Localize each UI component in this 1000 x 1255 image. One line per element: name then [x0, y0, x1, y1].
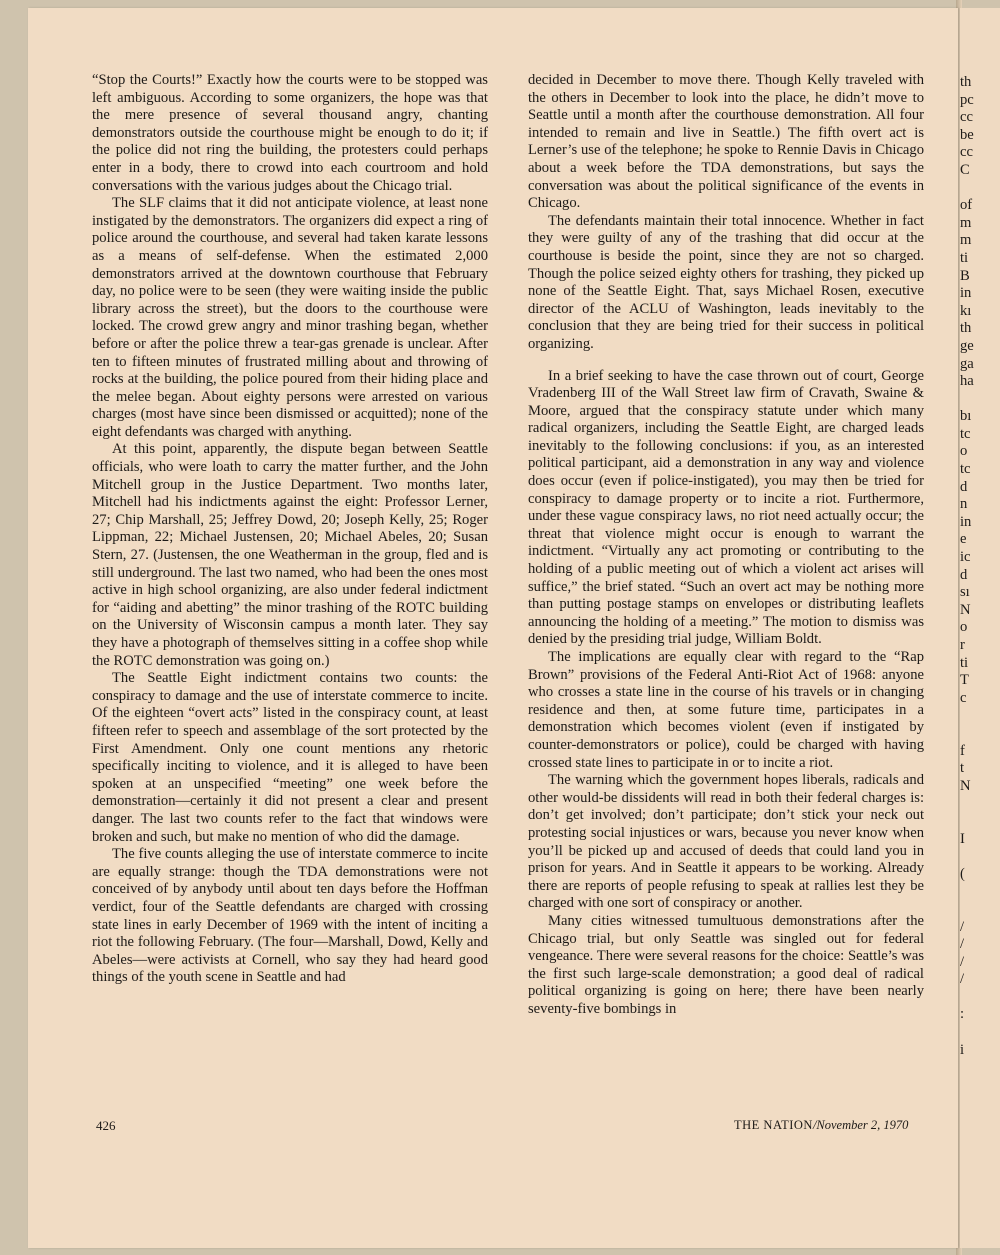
- paragraph: In a brief seeking to have the case thrown out of court, George Vradenberg III of the Wall Street law firm of Cravath, Swaine & Moore, argued that the conspiracy statute under which many radical organizers, including the Seattle Eight, are charged leads inevitably to the following conclusions: if you, as an interested political participant, aid a demonstration in any way and violence does occur (even if police-instigated), you may then be tried for conspiracy to damage property or to incite a riot. Furthermore, under these vague conspiracy laws, no riot need actually occur; the threat that violence might occur is enough to warrant the indictment. “Virtually any act promoting or contributing to the holding of a public meeting out of which a violent act arises will suffice,” the brief stated. “Such an overt act may be nothing more than putting postage stamps on envelopes or distributing leaflets announcing the holding of a meeting.” The motion to dismiss was denied by the presiding trial judge, William Boldt.: [528, 367, 924, 648]
- edge-fragment: /: [960, 971, 965, 988]
- edge-fragment: th: [960, 320, 972, 337]
- edge-fragment: B: [960, 267, 970, 284]
- edge-fragment: [960, 707, 974, 725]
- paragraph: decided in December to move there. Though Kelly traveled with the others in December to look into the place, he didn’t move to Seattle until a month after the courthouse demonstration. All four intended to remain and live in Seattle.) The fifth overt act is Lerner’s use of the telephone; he spoke to Rennie Davis in Chicago about a week before the TDA demonstrations, but says the conversation was about the political significance of the events in Chicago.: [528, 72, 924, 212]
- paragraph: The five counts alleging the use of interstate commerce to incite are equally strange: though the TDA demonstrations were not conceived of by anybody until about ten days before the Hoffman verdict, four of the Seattle defendants are charged with crossing state lines in early December of 1969 with the intent of inciting a riot the following February. (The four—Marshall, Dowd, Kelly and Abeles—were activists at Cornell, who say they had heard good things of the youth scene in Seattle and had: [92, 846, 488, 986]
- edge-fragment: N: [960, 601, 971, 618]
- issue-date: /November 2, 1970: [812, 1118, 909, 1132]
- edge-fragment: ti: [960, 654, 969, 671]
- edge-fragment: [960, 1024, 974, 1042]
- edge-fragment: [960, 180, 974, 198]
- edge-fragment: [960, 813, 974, 831]
- edge-fragment: ic: [960, 549, 971, 566]
- left-column: [92, 72, 488, 987]
- edge-fragment: N: [960, 777, 971, 794]
- edge-fragment: t: [960, 760, 965, 777]
- paragraph: Many cities witnessed tumultuous demonstrations after the Chicago trial, but only Seattle was singled out for federal vengeance. There were several reasons for the choice: Seattle’s was the first such large-scale demonstration; a good deal of radical political organizing is going on here; there have been nearly seventy-five bombings in: [528, 912, 924, 1017]
- edge-fragment: i: [960, 1041, 965, 1058]
- edge-fragment: r: [960, 637, 965, 653]
- edge-fragment: C: [960, 161, 970, 178]
- edge-fragment: in: [960, 513, 972, 530]
- edge-fragment: /: [960, 936, 965, 953]
- edge-fragment: o: [960, 443, 968, 460]
- paragraph: At this point, apparently, the dispute began between Seattle officials, who were loath to carry the matter further, and the John Mitchell group in the Justice Department. Two months later, Mitchell had his indictments against the eight: Professor Lerner, 27; Chip Marshall, 25; Jeffrey Dowd, 20; Joseph Kelly, 25; Roger Lippman, 22; Michael Justensen, 20; Michael Abeles, 20; Susan Stern, 27. (Justensen, the one Weatherman in the group, fled and is still underground. The last two named, who had been the ones most active in high school organizing, are also under federal indictment for “aiding and abetting” the minor trashing of the ROTC building on the University of Wisconsin campus a month later. They say they have a photograph of themselves sitting in a coffee shop while the ROTC demonstration was going on.): [92, 441, 488, 669]
- paragraph: The defendants maintain their total innocence. Whether in fact they were guilty of any of the trashing that did occur at the courthouse is beside the point, since they are not so charged. Though the police seized eighty others for trashing, they picked up none of the Seattle Eight. That, says Michael Rosen, executive director of the ACLU of Washington, leads inevitably to the conclusion that they are being tried for their success in political organizing.: [528, 212, 924, 352]
- edge-fragment: bı: [960, 408, 972, 425]
- edge-fragment: tc: [960, 461, 971, 478]
- edge-fragment: of: [960, 197, 973, 214]
- edge-fragment: :: [960, 1006, 965, 1023]
- paragraph: The implications are equally clear with regard to the “Rap Brown” provisions of the Federal Anti-Riot Act of 1968: anyone who crosses a state line in the course of his travels or in changing residence and then, at some future time, participates in a demonstration which becomes violent (even if instigated by counter-demonstrators or police), could be charged with having crossed state lines to participate in or to incite a riot.: [528, 649, 924, 771]
- edge-fragment: o: [960, 619, 968, 636]
- running-footer: [734, 1118, 908, 1133]
- paragraph: The warning which the government hopes liberals, radicals and other would-be dissidents will read in both their federal charges is: don’t get involved; don’t participate; don’t stick your neck out protesting social injustices or wars, because you never know when you’ll be picked up and accused of deeds that could land you in prison for years. And in Seattle it appears to be working. Already there are reports of people refusing to speak at rallies lest they be charged with one sort of conspiracy or another.: [528, 772, 924, 912]
- edge-fragment: [960, 725, 974, 743]
- edge-fragment: pc: [960, 91, 974, 108]
- edge-fragment: m: [960, 232, 972, 249]
- edge-fragment: d: [960, 478, 968, 495]
- next-page-edge: [960, 8, 1000, 1248]
- paragraph: “Stop the Courts!” Exactly how the courts were to be stopped was left ambiguous. According to some organizers, the hope was that the mere presence of several thousand angry, chanting demonstrators outside the courthouse might be enough to do it; if the police did not ring the building, the protesters could perhaps enter in a body, there to crowd into each courtroom and hold conversations with the various judges about the Chicago trial.: [92, 72, 488, 194]
- edge-fragment: ga: [960, 355, 974, 372]
- edge-fragment: d: [960, 566, 968, 583]
- edge-fragment: I: [960, 830, 965, 847]
- edge-fragment: T: [960, 672, 969, 689]
- paragraph: The SLF claims that it did not anticipate violence, at least none instigated by the demonstrators. The organizers did expect a ring of police around the courthouse, and several had taken karate lessons as a means of self-defense. When the estimated 2,000 demonstrators arrived at the downtown courthouse that February day, no police were to be seen (they were waiting inside the public library across the street), but the doors to the courthouse were locked. The crowd grew angry and minor trashing began, whether before or after the police threw a tear-gas grenade is unclear. After ten to fifteen minutes of frustrated milling about and throwing of rocks at the building, the police poured from their hiding place and the melee began. About eighty persons were arrested on various charges (most have since been dismissed or acquitted); none of the eight defendants was charged with anything.: [92, 195, 488, 440]
- edge-fragment: in: [960, 285, 972, 302]
- edge-fragment: e: [960, 531, 967, 548]
- edge-fragment: th: [960, 74, 972, 90]
- edge-fragment: kı: [960, 302, 972, 319]
- edge-fragment: [960, 848, 974, 866]
- edge-fragment: [960, 989, 974, 1007]
- edge-fragment: sı: [960, 584, 970, 601]
- next-page-text-fragments: [960, 74, 974, 1059]
- edge-fragment: n: [960, 496, 968, 513]
- right-column: [528, 72, 924, 1018]
- edge-fragment: c: [960, 689, 967, 706]
- edge-fragment: tc: [960, 425, 971, 442]
- edge-fragment: (: [960, 865, 965, 882]
- edge-fragment: cc: [960, 109, 973, 126]
- edge-fragment: be: [960, 126, 974, 143]
- edge-fragment: m: [960, 214, 972, 231]
- edge-fragment: ti: [960, 249, 969, 266]
- edge-fragment: [960, 391, 974, 409]
- edge-fragment: [960, 795, 974, 813]
- edge-fragment: /: [960, 918, 965, 935]
- edge-fragment: ge: [960, 337, 974, 354]
- edge-fragment: ha: [960, 373, 974, 390]
- magazine-name: THE NATION: [734, 1118, 813, 1132]
- paragraph: The Seattle Eight indictment contains two counts: the conspiracy to damage and the use of interstate commerce to incite. Of the eighteen “overt acts” listed in the conspiracy count, at least fifteen refer to speech and assemblage of the sort protected by the First Amendment. Only one count mentions any rhetoric specifically inciting to violence, and it is alleged to have been spoken at an unspecified “meeting” one week before the demonstration—certainly it did not present a clear and present danger. The last two counts refer to the fact that windows were broken and such, but make no mention of who did the damage.: [92, 670, 488, 845]
- edge-fragment: [960, 883, 974, 901]
- page-number: 426: [96, 1118, 116, 1133]
- edge-fragment: f: [960, 742, 965, 759]
- edge-fragment: [960, 901, 974, 919]
- edge-fragment: cc: [960, 144, 973, 161]
- edge-fragment: /: [960, 953, 965, 970]
